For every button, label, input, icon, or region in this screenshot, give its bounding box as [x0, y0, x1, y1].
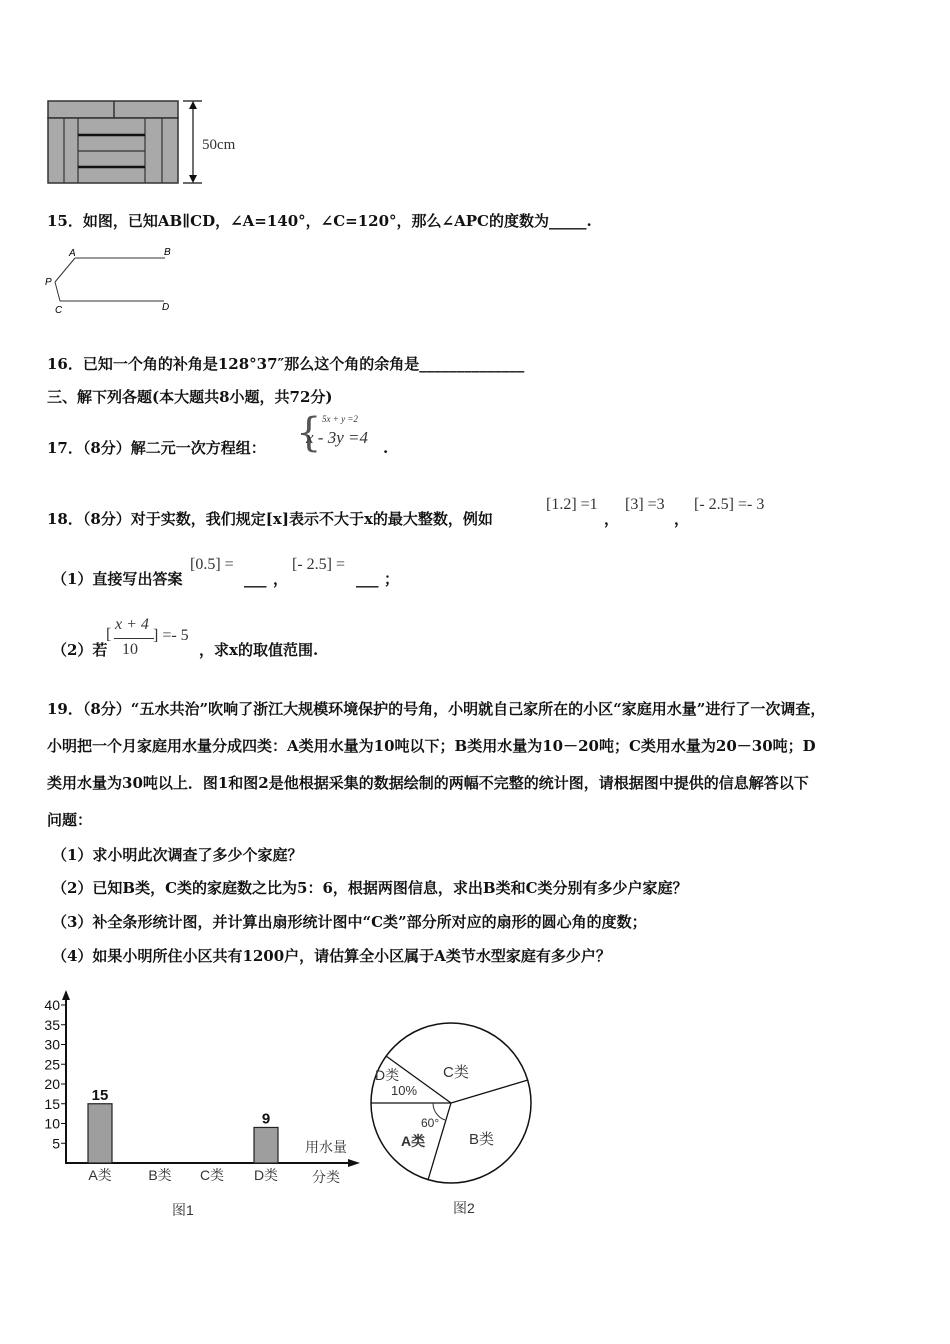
label-C: C — [55, 305, 63, 316]
section-title: 三、解下列各题(本大题共8小题，共72分) — [47, 388, 333, 406]
frac-line — [114, 638, 154, 639]
q19-sub4: （4）如果小明所住小区共有1200户，请估算全小区属于A类节水型家庭有多少户？ — [52, 947, 611, 965]
q17-eq2: x - 3y =4 — [306, 428, 368, 447]
bar-D类 — [254, 1127, 278, 1163]
label-D: D — [162, 302, 170, 313]
y-tick-label: 40 — [44, 997, 60, 1013]
q18-text: 18．（8分）对于实数，我们规定[x]表示不大于x的最大整数，例如 — [47, 510, 493, 528]
pie-chart — [365, 1020, 540, 1220]
x-category-label: D类 — [253, 1167, 279, 1183]
q17-end: . — [383, 439, 389, 457]
q18-part2-tail: ，求x的取值范围. — [199, 641, 319, 659]
y-tick-label: 25 — [44, 1056, 60, 1073]
bar-chart — [40, 990, 380, 1230]
q15-figure — [40, 240, 190, 320]
y-tick-label: 30 — [44, 1036, 60, 1053]
slice-label-d: D类 — [375, 1067, 400, 1083]
x-category-label: A类 — [88, 1167, 112, 1183]
q18-ex2: [3] =3 — [625, 496, 665, 513]
q18-part1-a: [0.5] = — [190, 556, 234, 573]
slice-annotation-d: 10% — [391, 1083, 418, 1098]
q16-text: 16．已知一个角的补角是128°37″那么这个角的余角是______________ — [47, 355, 525, 373]
frac-open-bracket: [ — [106, 626, 112, 643]
q18-comma3: ， — [273, 570, 289, 588]
y-tick-label: 10 — [44, 1115, 60, 1132]
bar-ylabel: 用水量 — [305, 1139, 347, 1155]
q18-part1-b: [- 2.5] = — [292, 556, 346, 573]
y-tick-label: 35 — [44, 1016, 60, 1033]
q18-comma2: ， — [674, 510, 690, 528]
frac-rhs: ] =- 5 — [153, 627, 189, 644]
bar-xlabel: 分类 — [312, 1169, 340, 1185]
q19-sub1: （1）求小明此次调查了多少个家庭？ — [52, 846, 303, 864]
bar-value-label: 9 — [261, 1110, 271, 1128]
slice-label-a: A类 — [401, 1133, 426, 1149]
q18-blank2: ___ — [356, 570, 379, 588]
y-tick-label: 5 — [52, 1135, 60, 1152]
q18-comma1: ， — [604, 510, 620, 528]
equation-brace: { — [296, 410, 322, 456]
q19-line1: 19．（8分）“五水共治”吹响了浙江大规模环境保护的号角，小明就自己家所在的小区“家庭用水量”进行了一次调查， — [47, 700, 826, 718]
q19-sub2: （2）已知B类，C类的家庭数之比为5：6，根据两图信息，求出B类和C类分别有多少户家庭？ — [52, 879, 688, 897]
slice-annotation-a: 60° — [421, 1116, 440, 1130]
x-axis-arrow — [348, 1159, 360, 1167]
q18-ex3: [- 2.5] =- 3 — [694, 496, 765, 513]
q19-line3: 类用水量为30吨以上．图1和图2是他根据采集的数据绘制的两幅不完整的统计图，请根据图中提供的信息解答以下 — [47, 774, 809, 792]
q18-blank1: ___ — [244, 570, 267, 588]
q19-line2: 小明把一个月家庭用水量分成四类：A类用水量为10吨以下；B类用水量为10－20吨；C类用水量为20－30吨；D — [47, 737, 816, 755]
x-category-label: B类 — [148, 1167, 172, 1183]
q18-ex1: [1.2] =1 — [546, 496, 598, 513]
bar-value-label: 15 — [91, 1086, 109, 1104]
q19-sub3: （3）补全条形统计图，并计算出扇形统计图中“C类”部分所对应的扇形的圆心角的度数； — [52, 913, 647, 931]
label-B: B — [164, 247, 171, 258]
q17-eq1: 5x + y =2 — [322, 414, 358, 424]
q18-semicolon: ； — [384, 570, 400, 588]
x-category-label: C类 — [199, 1167, 225, 1183]
y-tick-label: 15 — [44, 1095, 60, 1112]
pie-title: 图2 — [453, 1200, 475, 1216]
label-A: A — [69, 248, 76, 259]
q15-text: 15．如图，已知AB∥CD，∠A=140°，∠C=120°，那么∠APC的度数为_____. — [47, 212, 592, 230]
frac-denominator: 10 — [122, 641, 138, 658]
q18-part1-label: （1）直接写出答案 — [52, 570, 183, 588]
slice-label-b: B类 — [469, 1131, 495, 1148]
frac-numerator: x + 4 — [115, 616, 149, 633]
q19-line4: 问题： — [47, 811, 93, 829]
slice-label-c: C类 — [443, 1064, 469, 1081]
y-axis-arrow — [62, 990, 70, 1000]
bar-A类 — [88, 1104, 112, 1163]
y-tick-label: 20 — [44, 1076, 60, 1092]
q17-text: 17．（8分）解二元一次方程组： — [47, 439, 266, 457]
q18-part2-label: （2）若 — [52, 641, 108, 659]
label-P: P — [45, 277, 52, 288]
dimension-label: 50cm — [202, 137, 236, 153]
bar-title: 图1 — [172, 1202, 194, 1218]
